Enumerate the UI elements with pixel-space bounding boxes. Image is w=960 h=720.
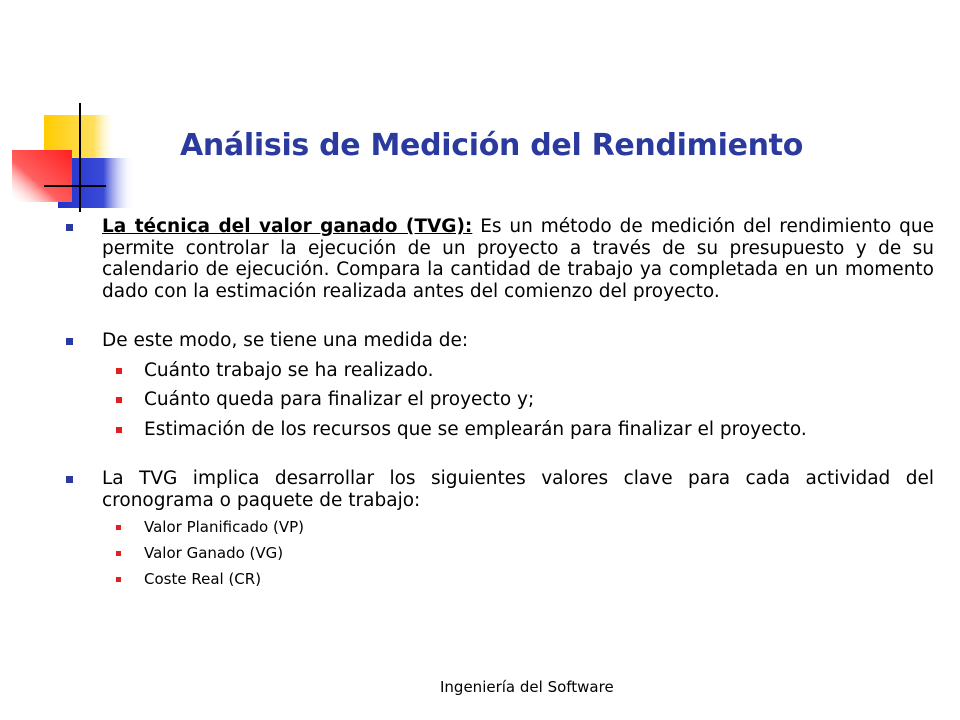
- sub-bullet-item: Valor Planificado (VP): [66, 518, 934, 537]
- square-bullet-icon: [116, 551, 121, 556]
- slide-footer: Ingeniería del Software: [440, 678, 614, 696]
- red-square: [12, 150, 72, 202]
- bullet-tvg-definition: [66, 216, 934, 302]
- tvg-term: La técnica del valor ganado (TVG):: [102, 216, 473, 237]
- square-bullet-icon: [66, 224, 73, 231]
- square-bullet-icon: [116, 577, 121, 582]
- square-bullet-icon: [66, 476, 73, 483]
- sub-bullet-item: Cuánto trabajo se ha realizado.: [66, 360, 934, 382]
- sub-bullet-item: Estimación de los recursos que se emplearán para finalizar el proyecto.: [66, 419, 934, 441]
- square-bullet-icon: [116, 397, 122, 403]
- corner-decoration: [0, 0, 150, 220]
- sub-bullet-item: Coste Real (CR): [66, 570, 934, 589]
- bullet-valores-clave: [66, 468, 934, 511]
- sub-bullet-item: Valor Ganado (VG): [66, 544, 934, 563]
- tvg-definition-text: Es un método de medición del rendimiento que permite controlar la ejecución de un proyecto a través de su presupuesto y de su calendario de ejecución. Compara la cantidad de trabajo ya completada en un momento dado con la estimación realizada antes del comienzo del proyecto.: [102, 216, 934, 302]
- slide-content: [66, 216, 934, 589]
- valores-clave-text: La TVG implica desarrollar los siguientes valores clave para cada actividad del cronograma o paquete de trabajo:: [102, 468, 934, 511]
- square-bullet-icon: [116, 427, 122, 433]
- square-bullet-icon: [116, 525, 121, 530]
- sub-bullet-item: Cuánto queda para finalizar el proyecto y;: [66, 389, 934, 411]
- medida-text: De este modo, se tiene una medida de:: [102, 330, 469, 351]
- bullet-medida: [66, 330, 934, 352]
- square-bullet-icon: [116, 368, 122, 374]
- square-bullet-icon: [66, 338, 73, 345]
- slide-title: Análisis de Medición del Rendimiento: [180, 128, 804, 163]
